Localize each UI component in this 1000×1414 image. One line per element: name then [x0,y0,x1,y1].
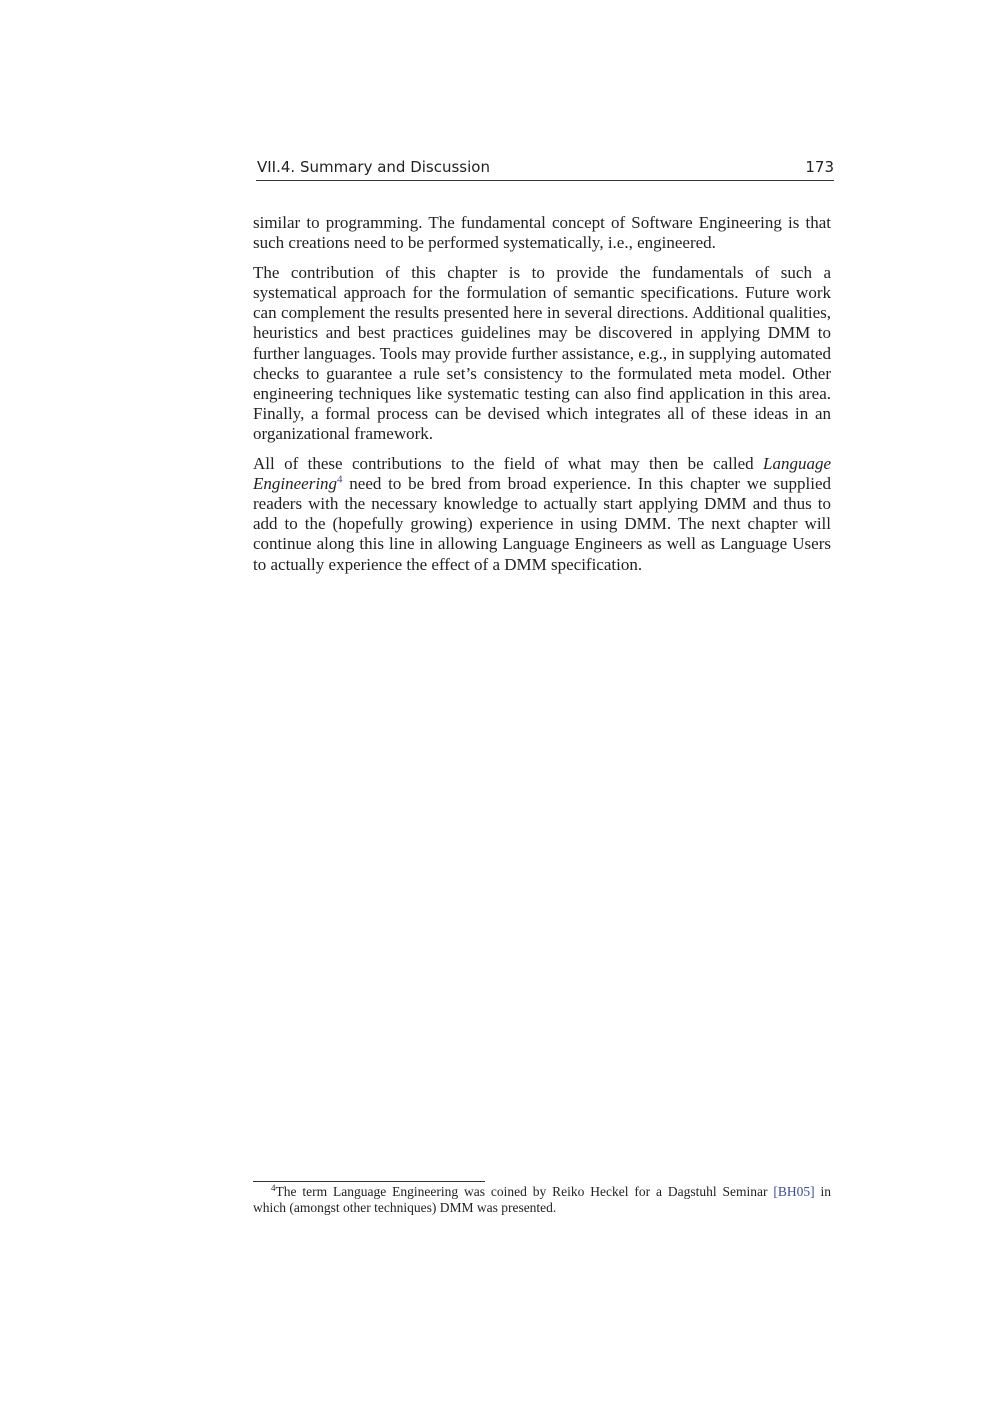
footnote-mark: 4 [271,1182,276,1193]
footnote-text-start: The term Language Engineering was coined by Reiko Heckel for a Dagstuhl Seminar [275,1184,774,1199]
paragraph-3-end: need to be bred from broad experience. In this chapter we supplied readers with the necessary knowledge to actually start applying DMM and thus to add to the (hopefully growing) experience in using DMM. The next chapter will continue along this line in allowing Language Engineers as well as Language Users to actually experience the effect of a DMM specification. [253,474,831,574]
footnote-text-end: in which (amongst other techniques) DMM was presented. [253,1184,831,1215]
paragraph-3-start: All of these contributions to the field of what may then be called [253,454,763,474]
running-header [256,156,834,181]
section-title: VII.4. Summary and Discussion [257,158,490,176]
paragraph-3 [253,454,831,575]
citation-link-bh05[interactable]: [BH05] [773,1184,815,1199]
paragraph-2: The contribution of this chapter is to provide the fundamentals of such a systematical approach for the formulation of semantic specifications. Future work can complement the results presented here in several directions. Additional qualities, heuristics and best practices guidelines may be discovered in applying DMM to further languages. Tools may provide further assistance, e.g., in supplying automated checks to guarantee a rule set’s consistency to the formulated meta model. Other engineering techniques like systematic testing can also find application in this area. Finally, a formal process can be devised which integrates all of these ideas in an organizational framework. [253,263,831,443]
body-text [253,213,831,585]
footnote-divider [253,1181,485,1182]
paragraph-1: similar to programming. The fundamental concept of Software Engineering is that such creations need to be performed systematically, i.e., engineered. [253,213,831,253]
footnote-reference-link[interactable]: 4 [337,473,343,486]
footnote [253,1184,831,1216]
language-engineering-term: Language Engineering [253,454,831,494]
page-number: 173 [805,158,834,176]
